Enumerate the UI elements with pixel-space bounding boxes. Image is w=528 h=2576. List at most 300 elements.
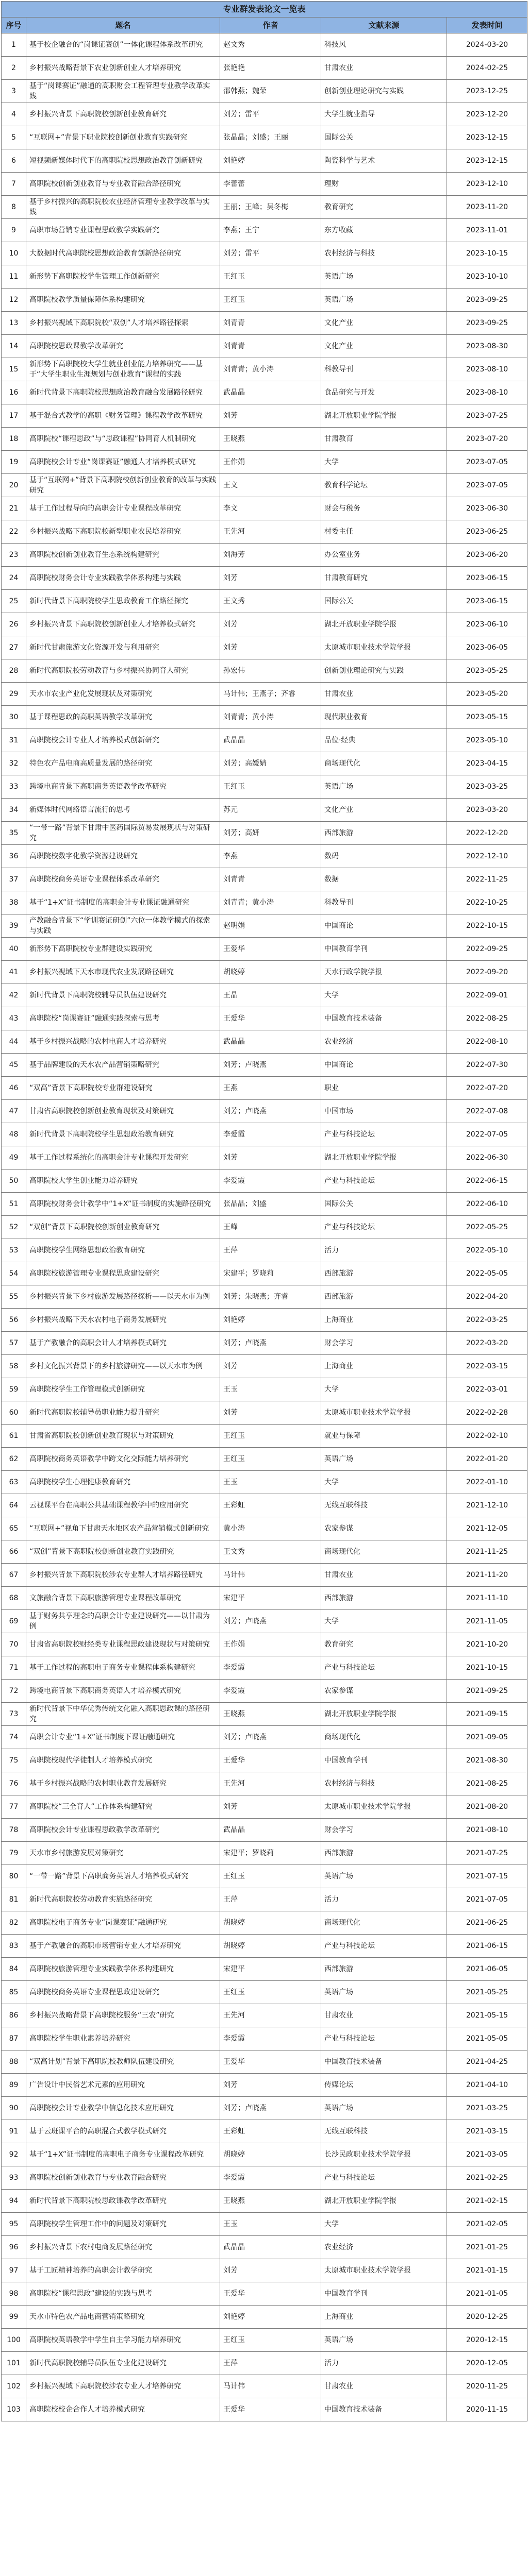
cell-title: 新媒体时代网络语言流行的思考	[26, 799, 220, 822]
cell-date: 2022-10-15	[447, 914, 527, 938]
table-row	[2, 938, 527, 961]
cell-source: 湖北开放职业学院学报	[321, 1146, 447, 1170]
cell-author: 刘芳；高妍	[220, 822, 321, 845]
cell-date: 2023-10-10	[447, 265, 527, 289]
cell-author: 刘青青	[220, 868, 321, 891]
cell-source: 英语广场	[321, 1865, 447, 1888]
cell-no: 85	[2, 1981, 26, 2004]
cell-date: 2021-11-10	[447, 1587, 527, 1610]
cell-no: 9	[2, 219, 26, 242]
cell-no: 68	[2, 1587, 26, 1610]
cell-no: 77	[2, 1795, 26, 1819]
cell-no: 50	[2, 1170, 26, 1193]
cell-title: 新形势下高职院校专业群建设实践研究	[26, 938, 220, 961]
cell-date: 2023-05-25	[447, 659, 527, 683]
cell-no: 58	[2, 1355, 26, 1378]
cell-author: 王先河	[220, 2004, 321, 2027]
cell-no: 98	[2, 2282, 26, 2306]
table-row	[2, 1170, 527, 1193]
table-row	[2, 2282, 527, 2306]
cell-author: 王玉	[220, 1471, 321, 1494]
table-row	[2, 659, 527, 683]
cell-title: 新时代背景下高职院校学生思想政治教育研究	[26, 1123, 220, 1146]
cell-date: 2020-11-25	[447, 2375, 527, 2398]
cell-date: 2022-10-25	[447, 891, 527, 914]
cell-title: 高职院校学生网络思想政治教育研究	[26, 1239, 220, 1262]
table-row	[2, 2120, 527, 2143]
cell-source: 办公室业务	[321, 544, 447, 567]
table-row	[2, 1517, 527, 1540]
table-row	[2, 335, 527, 358]
cell-no: 74	[2, 1726, 26, 1749]
cell-author: 王先河	[220, 520, 321, 544]
cell-title: 新时代高职院校辅导员队伍专业化建设研究	[26, 2352, 220, 2375]
table-row	[2, 729, 527, 752]
cell-author: 王爱华	[220, 2050, 321, 2074]
table-row	[2, 2259, 527, 2282]
cell-no: 34	[2, 799, 26, 822]
table-row	[2, 404, 527, 428]
cell-no: 29	[2, 683, 26, 706]
table-row	[2, 1285, 527, 1309]
cell-source: 财会学习	[321, 1332, 447, 1355]
cell-date: 2022-06-10	[447, 1193, 527, 1216]
cell-title: 高职院校学生心理健康教育研究	[26, 1471, 220, 1494]
cell-date: 2020-12-15	[447, 2329, 527, 2352]
cell-no: 73	[2, 1703, 26, 1726]
cell-author: 王红玉	[220, 775, 321, 799]
cell-author: 王玉	[220, 2213, 321, 2236]
table-row	[2, 33, 527, 57]
cell-date: 2021-05-05	[447, 2027, 527, 2050]
cell-source: 财会学习	[321, 1819, 447, 1842]
table-row	[2, 1540, 527, 1564]
table-row	[2, 1100, 527, 1123]
table-row	[2, 1610, 527, 1633]
cell-source: 英语广场	[321, 1448, 447, 1471]
cell-date: 2021-09-25	[447, 1680, 527, 1703]
cell-title: 跨境电商背景下高职商务英语教学改革研究	[26, 775, 220, 799]
cell-no: 95	[2, 2213, 26, 2236]
cell-source: 品位·经典	[321, 729, 447, 752]
table-row	[2, 219, 527, 242]
cell-date: 2023-07-20	[447, 428, 527, 451]
cell-date: 2022-03-20	[447, 1332, 527, 1355]
cell-author: 武晶晶	[220, 381, 321, 404]
cell-author: 刘艳婷	[220, 2306, 321, 2329]
cell-title: 新时代高职院校劳动教育实施路径研究	[26, 1888, 220, 1911]
cell-no: 48	[2, 1123, 26, 1146]
cell-author: 王丽；王峰；吴冬梅	[220, 196, 321, 219]
cell-date: 2022-09-25	[447, 938, 527, 961]
cell-author: 李爱霞	[220, 2027, 321, 2050]
cell-no: 59	[2, 1378, 26, 1401]
cell-date: 2021-10-15	[447, 1656, 527, 1680]
cell-no: 14	[2, 335, 26, 358]
cell-date: 2023-08-10	[447, 381, 527, 404]
table-row	[2, 103, 527, 126]
table-row	[2, 381, 527, 404]
cell-author: 刘芳	[220, 1795, 321, 1819]
cell-author: 王作娟	[220, 451, 321, 474]
table-row	[2, 2050, 527, 2074]
cell-no: 46	[2, 1077, 26, 1100]
cell-title: 高职院校财务会计教学中“1+X”证书制度的实施路径研究	[26, 1193, 220, 1216]
cell-title: 基于混合式教学的高职《财务管理》课程教学改革研究	[26, 404, 220, 428]
cell-author: 宋建平	[220, 1958, 321, 1981]
cell-source: 现代职业教育	[321, 706, 447, 729]
cell-date: 2021-02-25	[447, 2166, 527, 2190]
cell-no: 17	[2, 404, 26, 428]
cell-title: 基于校企融合的“岗课证赛创”一体化课程体系改革研究	[26, 33, 220, 57]
cell-author: 王文秀	[220, 1540, 321, 1564]
cell-date: 2023-12-15	[447, 149, 527, 173]
cell-author: 张艳艳	[220, 57, 321, 80]
cell-author: 王晶	[220, 984, 321, 1007]
cell-author: 刘芳	[220, 1401, 321, 1425]
cell-author: 孙宏伟	[220, 659, 321, 683]
cell-title: 高职院校财务会计专业实践教学体系构建与实践	[26, 567, 220, 590]
cell-source: 长沙民政职业技术学院学报	[321, 2143, 447, 2166]
cell-author: 黄小涛	[220, 1517, 321, 1540]
cell-no: 51	[2, 1193, 26, 1216]
cell-source: 中国商论	[321, 914, 447, 938]
cell-date: 2023-04-15	[447, 752, 527, 775]
table-row	[2, 1425, 527, 1448]
cell-source: 甘肃教育研究	[321, 567, 447, 590]
column-header-date: 发表时间	[447, 18, 527, 33]
cell-title: 基于工作过程的高职电子商务专业课程体系构建研究	[26, 1656, 220, 1680]
cell-title: “互联网+”背景下职业院校创新创业教育实践研究	[26, 126, 220, 149]
cell-date: 2023-09-25	[447, 289, 527, 312]
cell-no: 12	[2, 289, 26, 312]
table-row	[2, 891, 527, 914]
cell-no: 72	[2, 1680, 26, 1703]
cell-date: 2021-03-25	[447, 2097, 527, 2120]
table-row	[2, 868, 527, 891]
cell-source: 大学	[321, 1471, 447, 1494]
column-header-source: 文献来源	[321, 18, 447, 33]
table-row	[2, 1703, 527, 1726]
cell-no: 90	[2, 2097, 26, 2120]
cell-source: 村委主任	[321, 520, 447, 544]
table-row	[2, 544, 527, 567]
cell-date: 2023-07-05	[447, 451, 527, 474]
table-row	[2, 428, 527, 451]
cell-title: 特色农产品电商高质量发展的路径研究	[26, 752, 220, 775]
cell-source: 陶瓷科学与艺术	[321, 149, 447, 173]
cell-date: 2023-07-05	[447, 474, 527, 497]
table-row	[2, 822, 527, 845]
cell-date: 2022-03-25	[447, 1309, 527, 1332]
cell-title: 乡村振兴战略下高职院校新型职业农民培养研究	[26, 520, 220, 544]
cell-no: 41	[2, 961, 26, 984]
cell-date: 2021-02-15	[447, 2190, 527, 2213]
cell-source: 农村经济与科技	[321, 242, 447, 265]
cell-title: 高职院校学生职业素养培养研究	[26, 2027, 220, 2050]
table-row	[2, 289, 527, 312]
table-row	[2, 242, 527, 265]
table-row	[2, 2190, 527, 2213]
table-row	[2, 1401, 527, 1425]
cell-author: 武晶晶	[220, 1030, 321, 1054]
cell-source: 甘肃农业	[321, 57, 447, 80]
table-row	[2, 1262, 527, 1285]
cell-no: 97	[2, 2259, 26, 2282]
column-header-no: 序号	[2, 18, 26, 33]
cell-author: 刘青青	[220, 312, 321, 335]
cell-date: 2022-11-25	[447, 868, 527, 891]
cell-author: 王萍	[220, 2352, 321, 2375]
cell-no: 33	[2, 775, 26, 799]
cell-date: 2022-12-20	[447, 822, 527, 845]
cell-source: 大学	[321, 1610, 447, 1633]
cell-title: 高职院校现代学徒制人才培养模式研究	[26, 1749, 220, 1772]
cell-author: 王红玉	[220, 289, 321, 312]
cell-author: 王萍	[220, 1888, 321, 1911]
table-row	[2, 845, 527, 868]
cell-no: 44	[2, 1030, 26, 1054]
cell-title: 基于“互联网+”背景下高职院校创新创业教育的改革与实践研究	[26, 474, 220, 497]
cell-title: 文旅融合背景下高职旅游管理专业课程改革研究	[26, 1587, 220, 1610]
cell-author: 王晓燕	[220, 1703, 321, 1726]
cell-author: 刘芳	[220, 613, 321, 636]
cell-date: 2022-01-10	[447, 1471, 527, 1494]
cell-date: 2021-07-15	[447, 1865, 527, 1888]
cell-source: 西部旅游	[321, 1587, 447, 1610]
cell-title: 高职院校英语教学中学生自主学习能力培养研究	[26, 2329, 220, 2352]
cell-source: 传媒论坛	[321, 2074, 447, 2097]
cell-source: 湖北开放职业学院学报	[321, 1703, 447, 1726]
cell-date: 2022-06-30	[447, 1146, 527, 1170]
cell-no: 102	[2, 2375, 26, 2398]
cell-source: 中国教育学刊	[321, 1749, 447, 1772]
cell-title: 乡村振兴背景下高职院校创新创业教育研究	[26, 103, 220, 126]
cell-author: 王红玉	[220, 1981, 321, 2004]
table-row	[2, 520, 527, 544]
cell-author: 宋建平；罗晓莉	[220, 1262, 321, 1285]
cell-date: 2024-03-20	[447, 33, 527, 57]
cell-title: 短视频新媒体时代下的高职院校思想政治教育创新研究	[26, 149, 220, 173]
cell-no: 82	[2, 1911, 26, 1935]
cell-source: 英语广场	[321, 2329, 447, 2352]
cell-title: 乡村振兴视域下高职院校“双创”人才培养路径探索	[26, 312, 220, 335]
cell-no: 71	[2, 1656, 26, 1680]
cell-author: 王文	[220, 474, 321, 497]
cell-author: 邵韩燕；魏荣	[220, 80, 321, 103]
cell-author: 刘芳；朱晓燕；齐睿	[220, 1285, 321, 1309]
cell-title: 高职院校大学生创业能力培养研究	[26, 1170, 220, 1193]
cell-date: 2022-02-28	[447, 1401, 527, 1425]
cell-no: 91	[2, 2120, 26, 2143]
cell-author: 李燕；王宁	[220, 219, 321, 242]
cell-date: 2022-08-25	[447, 1007, 527, 1030]
cell-date: 2023-08-10	[447, 358, 527, 381]
cell-date: 2022-09-20	[447, 961, 527, 984]
cell-date: 2021-08-10	[447, 1819, 527, 1842]
cell-no: 16	[2, 381, 26, 404]
cell-date: 2021-10-20	[447, 1633, 527, 1656]
cell-source: 上海商业	[321, 1309, 447, 1332]
cell-no: 100	[2, 2329, 26, 2352]
cell-source: 农业经济	[321, 1030, 447, 1054]
cell-title: 高职院校旅游管理专业课程思政建设研究	[26, 1262, 220, 1285]
table-row	[2, 706, 527, 729]
table-row	[2, 984, 527, 1007]
cell-title: 高职院校商务英语教学中跨文化交际能力培养研究	[26, 1448, 220, 1471]
cell-title: 乡村振兴背景下高职院校创新创业人才培养模式研究	[26, 613, 220, 636]
cell-title: 甘肃省高职院校创新创业教育现状及对策研究	[26, 1100, 220, 1123]
cell-source: 西部旅游	[321, 822, 447, 845]
cell-no: 37	[2, 868, 26, 891]
cell-date: 2023-12-10	[447, 173, 527, 196]
table-row	[2, 1146, 527, 1170]
cell-date: 2022-04-20	[447, 1285, 527, 1309]
table-row	[2, 2143, 527, 2166]
cell-source: 中国教育技术装备	[321, 2050, 447, 2074]
cell-title: 高职院校创新创业教育生态系统构建研究	[26, 544, 220, 567]
cell-author: 李蕾蕾	[220, 173, 321, 196]
table-row	[2, 2027, 527, 2050]
cell-title: 乡村振兴战略背景下农业创新创业人才培养研究	[26, 57, 220, 80]
table-row	[2, 1123, 527, 1146]
cell-date: 2020-12-25	[447, 2306, 527, 2329]
cell-date: 2023-06-20	[447, 544, 527, 567]
table-title: 专业群发表论文一览表	[2, 2, 527, 18]
cell-date: 2021-11-20	[447, 1564, 527, 1587]
cell-title: “互联网+”视角下甘肃天水地区农产品营销模式创新研究	[26, 1517, 220, 1540]
cell-source: 大学	[321, 2213, 447, 2236]
cell-source: 活力	[321, 2352, 447, 2375]
cell-source: 文化产业	[321, 335, 447, 358]
cell-author: 刘芳	[220, 1146, 321, 1170]
table-row	[2, 1332, 527, 1355]
cell-date: 2023-09-25	[447, 312, 527, 335]
cell-no: 40	[2, 938, 26, 961]
cell-title: 新形势下高职院校大学生就业创业能力培养研究——基于“大学生职业生涯规划与创业教育”课程的实践	[26, 358, 220, 381]
cell-title: 基于乡村振兴的高职院校农业经济管理专业教学改革与实践	[26, 196, 220, 219]
cell-title: 乡村振兴背景下农村电商发展路径研究	[26, 2236, 220, 2259]
cell-author: 李爱霞	[220, 1680, 321, 1703]
cell-source: 太原城市职业技术学院学报	[321, 1401, 447, 1425]
cell-source: 甘肃农业	[321, 2004, 447, 2027]
table-row	[2, 2074, 527, 2097]
cell-date: 2023-05-15	[447, 706, 527, 729]
cell-source: 甘肃农业	[321, 2375, 447, 2398]
cell-source: 数码	[321, 845, 447, 868]
cell-no: 57	[2, 1332, 26, 1355]
table-row	[2, 173, 527, 196]
table-row	[2, 1958, 527, 1981]
table-row	[2, 2352, 527, 2375]
cell-no: 96	[2, 2236, 26, 2259]
cell-no: 61	[2, 1425, 26, 1448]
table-row	[2, 2004, 527, 2027]
cell-source: 科教导刊	[321, 358, 447, 381]
cell-source: 太原城市职业技术学院学报	[321, 636, 447, 659]
cell-author: 刘芳；卢晓燕	[220, 1054, 321, 1077]
cell-date: 2023-06-05	[447, 636, 527, 659]
cell-date: 2021-08-25	[447, 1772, 527, 1795]
cell-source: 商场现代化	[321, 752, 447, 775]
cell-author: 刘芳；高媛婧	[220, 752, 321, 775]
cell-no: 19	[2, 451, 26, 474]
cell-date: 2021-06-25	[447, 1911, 527, 1935]
cell-title: 天水市乡村旅游发展对策研究	[26, 1842, 220, 1865]
cell-no: 28	[2, 659, 26, 683]
cell-title: 新时代背景下高职院校思想政治教育融合发展路径研究	[26, 381, 220, 404]
cell-title: 大数据时代高职院校思想政治教育创新路径研究	[26, 242, 220, 265]
table-row	[2, 1587, 527, 1610]
cell-date: 2021-07-25	[447, 1842, 527, 1865]
table-row	[2, 2375, 527, 2398]
cell-source: 就业与保障	[321, 1425, 447, 1448]
cell-date: 2022-07-20	[447, 1077, 527, 1100]
cell-source: 英语广场	[321, 2097, 447, 2120]
cell-title: 乡村振兴背景下高职院校涉农专业群人才培养路径研究	[26, 1564, 220, 1587]
cell-author: 李文	[220, 497, 321, 520]
table-row	[2, 1378, 527, 1401]
cell-no: 39	[2, 914, 26, 938]
cell-author: 刘青青；黄小涛	[220, 891, 321, 914]
cell-no: 81	[2, 1888, 26, 1911]
cell-no: 53	[2, 1239, 26, 1262]
table-row	[2, 1309, 527, 1332]
cell-author: 王晓燕	[220, 2190, 321, 2213]
cell-author: 刘芳；卢晓燕	[220, 1726, 321, 1749]
cell-date: 2023-06-15	[447, 590, 527, 613]
cell-title: 高职院校“课程思政”与“思政课程”协同育人机制研究	[26, 428, 220, 451]
cell-no: 18	[2, 428, 26, 451]
cell-no: 43	[2, 1007, 26, 1030]
cell-no: 89	[2, 2074, 26, 2097]
cell-no: 23	[2, 544, 26, 567]
cell-date: 2023-05-10	[447, 729, 527, 752]
cell-date: 2022-09-01	[447, 984, 527, 1007]
table-title-row	[2, 2, 527, 18]
cell-source: 上海商业	[321, 1355, 447, 1378]
cell-title: 高职院校“三全育人”工作体系构建研究	[26, 1795, 220, 1819]
cell-title: 基于工匠精神培养的高职会计教学研究	[26, 2259, 220, 2282]
cell-source: 湖北开放职业学院学报	[321, 613, 447, 636]
cell-source: 中国教育技术装备	[321, 2398, 447, 2421]
cell-source: 活力	[321, 1239, 447, 1262]
cell-date: 2023-11-01	[447, 219, 527, 242]
cell-date: 2021-06-05	[447, 1958, 527, 1981]
cell-source: 天水行政学院学报	[321, 961, 447, 984]
cell-author: 宋建平	[220, 1587, 321, 1610]
cell-date: 2021-02-05	[447, 2213, 527, 2236]
cell-source: 英语广场	[321, 775, 447, 799]
cell-date: 2021-08-30	[447, 1749, 527, 1772]
cell-title: 天水市特色农产品电商营销策略研究	[26, 2306, 220, 2329]
cell-date: 2022-07-08	[447, 1100, 527, 1123]
cell-title: 新形势下高职院校学生管理工作创新研究	[26, 265, 220, 289]
cell-title: “一带一路”背景下甘肃中医药国际贸易发展现状与对策研究	[26, 822, 220, 845]
cell-author: 李爱霞	[220, 1656, 321, 1680]
cell-source: 理财	[321, 173, 447, 196]
cell-source: 湖北开放职业学院学报	[321, 404, 447, 428]
cell-date: 2022-07-05	[447, 1123, 527, 1146]
column-header-title: 题名	[26, 18, 220, 33]
cell-title: “双创”背景下高职院校创新创业教育研究	[26, 1216, 220, 1239]
cell-no: 27	[2, 636, 26, 659]
table-row	[2, 683, 527, 706]
cell-title: 基于工作过程导向的高职会计专业课程改革研究	[26, 497, 220, 520]
cell-title: 高职院校创新创业教育与专业教育融合路径研究	[26, 173, 220, 196]
cell-no: 76	[2, 1772, 26, 1795]
table-row	[2, 1054, 527, 1077]
